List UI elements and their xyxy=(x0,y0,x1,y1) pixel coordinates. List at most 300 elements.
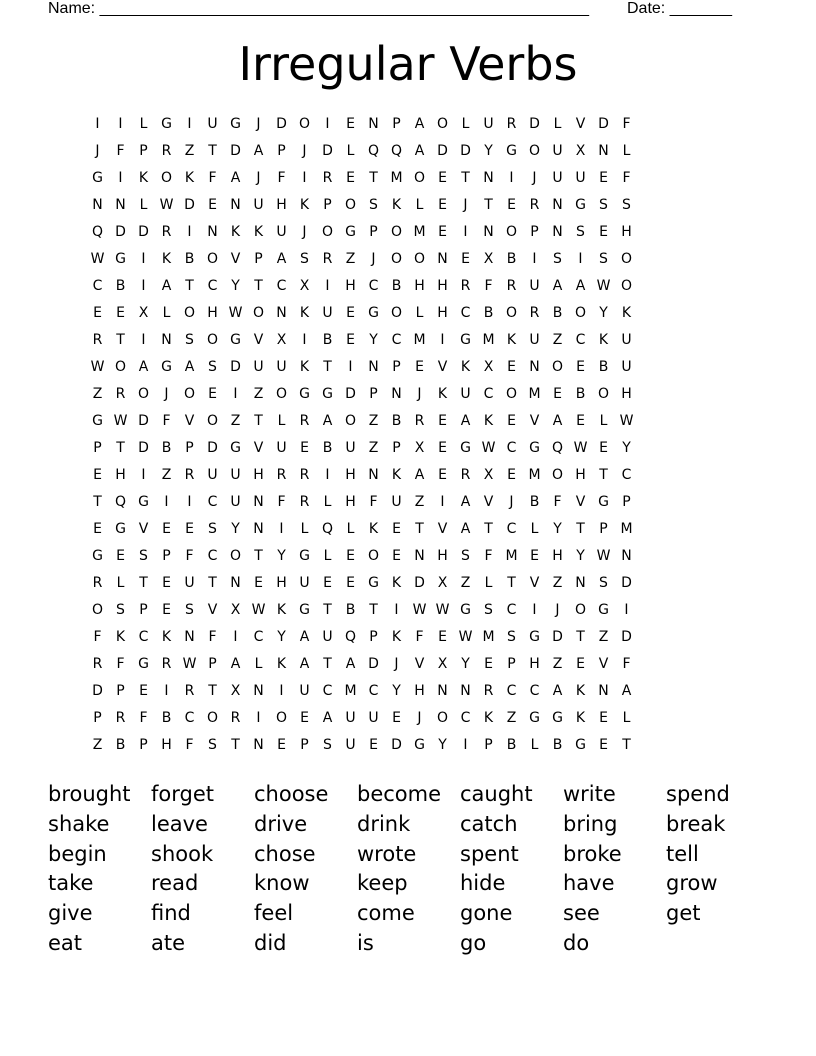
grid-letter[interactable]: B xyxy=(391,413,402,429)
grid-letter[interactable]: T xyxy=(323,602,332,618)
grid-letter[interactable]: G xyxy=(368,575,379,591)
grid-letter[interactable]: E xyxy=(438,440,447,456)
grid-letter[interactable]: N xyxy=(391,386,402,402)
grid-letter[interactable]: D xyxy=(368,656,379,672)
grid-letter[interactable]: W xyxy=(251,602,266,618)
grid-letter[interactable]: P xyxy=(139,602,148,618)
grid-letter[interactable]: E xyxy=(599,737,608,753)
grid-letter[interactable]: S xyxy=(300,251,309,267)
grid-letter[interactable]: A xyxy=(161,278,172,294)
grid-letter[interactable]: R xyxy=(322,251,333,267)
grid-letter[interactable]: R xyxy=(460,467,471,483)
grid-letter[interactable]: K xyxy=(161,629,172,645)
grid-letter[interactable]: R xyxy=(115,710,126,726)
grid-letter[interactable]: I xyxy=(302,170,307,186)
grid-letter[interactable]: O xyxy=(114,359,127,375)
grid-letter[interactable]: Y xyxy=(231,278,240,294)
grid-letter[interactable]: T xyxy=(323,656,332,672)
grid-letter[interactable]: K xyxy=(621,305,632,321)
grid-letter[interactable]: A xyxy=(184,359,195,375)
grid-letter[interactable]: I xyxy=(141,278,146,294)
grid-letter[interactable]: I xyxy=(141,467,146,483)
grid-letter[interactable]: A xyxy=(552,278,563,294)
grid-letter[interactable]: I xyxy=(233,629,238,645)
grid-letter[interactable]: N xyxy=(575,575,586,591)
grid-letter[interactable]: O xyxy=(620,251,633,267)
grid-letter[interactable]: U xyxy=(322,305,333,321)
grid-letter[interactable]: H xyxy=(345,278,356,294)
grid-letter[interactable]: E xyxy=(116,548,125,564)
grid-letter[interactable]: V xyxy=(437,521,448,537)
grid-letter[interactable]: O xyxy=(137,386,150,402)
grid-letter[interactable]: U xyxy=(276,440,287,456)
grid-letter[interactable]: B xyxy=(391,278,402,294)
grid-letter[interactable]: T xyxy=(599,467,608,483)
grid-letter[interactable]: N xyxy=(207,224,218,240)
grid-letter[interactable]: C xyxy=(138,629,149,645)
grid-letter[interactable]: R xyxy=(506,278,517,294)
grid-letter[interactable]: I xyxy=(164,683,169,699)
grid-letter[interactable]: C xyxy=(184,710,195,726)
grid-letter[interactable]: Z xyxy=(92,386,103,402)
grid-letter[interactable]: B xyxy=(161,440,172,456)
grid-letter[interactable]: O xyxy=(206,710,219,726)
grid-letter[interactable]: M xyxy=(482,332,495,348)
grid-letter[interactable]: H xyxy=(437,305,448,321)
grid-letter[interactable]: I xyxy=(463,224,468,240)
grid-letter[interactable]: J xyxy=(302,224,307,240)
grid-letter[interactable]: Q xyxy=(390,143,403,159)
grid-letter[interactable]: E xyxy=(346,332,355,348)
grid-letter[interactable]: K xyxy=(368,521,379,537)
grid-letter[interactable]: P xyxy=(392,116,401,132)
grid-letter[interactable]: L xyxy=(300,521,309,537)
grid-letter[interactable]: I xyxy=(164,494,169,510)
grid-letter[interactable]: E xyxy=(277,737,286,753)
grid-letter[interactable]: B xyxy=(506,737,517,753)
grid-letter[interactable]: K xyxy=(115,629,126,645)
grid-letter[interactable]: M xyxy=(620,521,633,537)
grid-letter[interactable]: Z xyxy=(460,575,471,591)
grid-letter[interactable]: T xyxy=(254,413,263,429)
grid-letter[interactable]: P xyxy=(254,251,263,267)
grid-letter[interactable]: E xyxy=(254,575,263,591)
grid-letter[interactable]: C xyxy=(621,467,632,483)
grid-letter[interactable]: K xyxy=(506,332,517,348)
grid-letter[interactable]: N xyxy=(368,467,379,483)
grid-letter[interactable]: H xyxy=(276,575,287,591)
grid-letter[interactable]: V xyxy=(575,494,586,510)
grid-letter[interactable]: Z xyxy=(552,332,563,348)
grid-letter[interactable]: G xyxy=(161,116,172,132)
grid-letter[interactable]: R xyxy=(161,143,172,159)
grid-letter[interactable]: U xyxy=(460,386,471,402)
grid-letter[interactable]: N xyxy=(253,494,264,510)
grid-letter[interactable]: L xyxy=(530,737,539,753)
grid-letter[interactable]: E xyxy=(346,116,355,132)
grid-letter[interactable]: G xyxy=(414,737,425,753)
grid-letter[interactable]: V xyxy=(253,332,264,348)
grid-letter[interactable]: H xyxy=(552,548,563,564)
grid-letter[interactable]: I xyxy=(256,710,261,726)
grid-letter[interactable]: X xyxy=(483,251,494,267)
grid-letter[interactable]: G xyxy=(299,602,310,618)
grid-letter[interactable]: G xyxy=(230,116,241,132)
grid-letter[interactable]: Q xyxy=(344,629,357,645)
grid-letter[interactable]: C xyxy=(483,386,494,402)
grid-letter[interactable]: G xyxy=(345,224,356,240)
grid-letter[interactable]: I xyxy=(509,170,514,186)
grid-letter[interactable]: O xyxy=(367,548,380,564)
grid-letter[interactable]: B xyxy=(529,494,540,510)
grid-letter[interactable]: C xyxy=(575,332,586,348)
grid-letter[interactable]: V xyxy=(253,440,264,456)
grid-letter[interactable]: O xyxy=(413,251,426,267)
grid-letter[interactable]: P xyxy=(162,548,171,564)
grid-letter[interactable]: D xyxy=(322,143,333,159)
grid-letter[interactable]: E xyxy=(438,224,447,240)
grid-letter[interactable]: C xyxy=(207,278,218,294)
grid-letter[interactable]: E xyxy=(507,467,516,483)
grid-letter[interactable]: Q xyxy=(91,224,104,240)
grid-letter[interactable]: T xyxy=(461,170,470,186)
grid-letter[interactable]: O xyxy=(436,116,449,132)
grid-letter[interactable]: N xyxy=(598,683,609,699)
grid-letter[interactable]: Z xyxy=(368,440,379,456)
grid-letter[interactable]: N xyxy=(437,683,448,699)
grid-letter[interactable]: J xyxy=(509,494,514,510)
grid-letter[interactable]: N xyxy=(437,251,448,267)
grid-letter[interactable]: C xyxy=(322,683,333,699)
grid-letter[interactable]: B xyxy=(483,305,494,321)
grid-letter[interactable]: X xyxy=(483,359,494,375)
grid-letter[interactable]: U xyxy=(368,710,379,726)
grid-letter[interactable]: V xyxy=(207,602,218,618)
grid-letter[interactable]: R xyxy=(161,224,172,240)
grid-letter[interactable]: D xyxy=(529,116,540,132)
grid-letter[interactable]: H xyxy=(115,467,126,483)
grid-letter[interactable]: C xyxy=(276,278,287,294)
grid-letter[interactable]: L xyxy=(484,575,493,591)
grid-letter[interactable]: T xyxy=(208,143,217,159)
grid-letter[interactable]: U xyxy=(184,575,195,591)
grid-letter[interactable]: G xyxy=(92,413,103,429)
grid-letter[interactable]: O xyxy=(505,224,518,240)
grid-letter[interactable]: G xyxy=(529,629,540,645)
grid-letter[interactable]: F xyxy=(622,116,631,132)
grid-letter[interactable]: N xyxy=(184,629,195,645)
grid-letter[interactable]: A xyxy=(575,278,586,294)
grid-letter[interactable]: A xyxy=(299,656,310,672)
grid-letter[interactable]: K xyxy=(299,359,310,375)
grid-letter[interactable]: P xyxy=(530,224,539,240)
grid-letter[interactable]: O xyxy=(390,224,403,240)
grid-letter[interactable]: D xyxy=(207,440,218,456)
grid-letter[interactable]: D xyxy=(230,143,241,159)
grid-letter[interactable]: Z xyxy=(506,710,517,726)
grid-letter[interactable]: T xyxy=(208,683,217,699)
grid-letter[interactable]: S xyxy=(599,197,608,213)
grid-letter[interactable]: Z xyxy=(184,143,195,159)
grid-letter[interactable]: N xyxy=(598,143,609,159)
grid-letter[interactable]: M xyxy=(413,224,426,240)
grid-letter[interactable]: F xyxy=(208,629,217,645)
grid-letter[interactable]: E xyxy=(208,197,217,213)
grid-letter[interactable]: N xyxy=(230,197,241,213)
grid-letter[interactable]: G xyxy=(230,332,241,348)
grid-letter[interactable]: I xyxy=(279,683,284,699)
grid-letter[interactable]: S xyxy=(139,548,148,564)
grid-letter[interactable]: B xyxy=(322,332,333,348)
grid-letter[interactable]: F xyxy=(116,143,125,159)
grid-letter[interactable]: E xyxy=(392,710,401,726)
grid-letter[interactable]: K xyxy=(460,359,471,375)
grid-letter[interactable]: D xyxy=(92,683,103,699)
grid-letter[interactable]: E xyxy=(392,548,401,564)
grid-letter[interactable]: S xyxy=(208,737,217,753)
grid-letter[interactable]: R xyxy=(322,170,333,186)
grid-letter[interactable]: G xyxy=(460,440,471,456)
grid-letter[interactable]: O xyxy=(321,224,334,240)
grid-letter[interactable]: W xyxy=(596,278,611,294)
grid-letter[interactable]: R xyxy=(276,467,287,483)
grid-letter[interactable]: I xyxy=(187,494,192,510)
grid-letter[interactable]: W xyxy=(458,629,473,645)
grid-letter[interactable]: K xyxy=(276,656,287,672)
grid-letter[interactable]: F xyxy=(277,170,286,186)
grid-letter[interactable]: S xyxy=(185,332,194,348)
grid-letter[interactable]: A xyxy=(414,116,425,132)
grid-letter[interactable]: H xyxy=(345,467,356,483)
grid-letter[interactable]: O xyxy=(183,386,196,402)
grid-letter[interactable]: P xyxy=(93,710,102,726)
grid-letter[interactable]: H xyxy=(437,548,448,564)
grid-letter[interactable]: U xyxy=(276,359,287,375)
grid-letter[interactable]: K xyxy=(391,629,402,645)
grid-letter[interactable]: M xyxy=(344,683,357,699)
grid-letter[interactable]: B xyxy=(598,359,609,375)
grid-letter[interactable]: R xyxy=(184,467,195,483)
grid-letter[interactable]: U xyxy=(529,278,540,294)
grid-letter[interactable]: U xyxy=(552,143,563,159)
grid-letter[interactable]: W xyxy=(182,656,197,672)
grid-letter[interactable]: Z xyxy=(368,413,379,429)
grid-letter[interactable]: N xyxy=(414,548,425,564)
grid-letter[interactable]: U xyxy=(253,197,264,213)
grid-letter[interactable]: X xyxy=(230,683,241,699)
grid-letter[interactable]: C xyxy=(506,440,517,456)
grid-letter[interactable]: R xyxy=(529,197,540,213)
grid-letter[interactable]: C xyxy=(460,305,471,321)
grid-letter[interactable]: O xyxy=(275,386,288,402)
grid-letter[interactable]: Y xyxy=(369,332,378,348)
grid-letter[interactable]: D xyxy=(460,143,471,159)
grid-letter[interactable]: Q xyxy=(114,494,127,510)
grid-letter[interactable]: T xyxy=(507,575,516,591)
grid-letter[interactable]: O xyxy=(436,710,449,726)
grid-letter[interactable]: R xyxy=(460,278,471,294)
grid-letter[interactable]: V xyxy=(184,413,195,429)
grid-letter[interactable]: I xyxy=(325,467,330,483)
grid-letter[interactable]: T xyxy=(116,332,125,348)
grid-letter[interactable]: E xyxy=(507,413,516,429)
grid-letter[interactable]: R xyxy=(506,116,517,132)
grid-letter[interactable]: I xyxy=(532,602,537,618)
grid-letter[interactable]: C xyxy=(506,602,517,618)
grid-letter[interactable]: X xyxy=(230,602,241,618)
grid-letter[interactable]: E xyxy=(438,197,447,213)
grid-letter[interactable]: E xyxy=(576,413,585,429)
grid-letter[interactable]: P xyxy=(507,656,516,672)
grid-letter[interactable]: Y xyxy=(392,683,401,699)
grid-letter[interactable]: B xyxy=(552,305,563,321)
grid-letter[interactable]: O xyxy=(91,602,104,618)
grid-letter[interactable]: F xyxy=(185,548,194,564)
grid-letter[interactable]: J xyxy=(417,386,422,402)
grid-letter[interactable]: U xyxy=(230,467,241,483)
grid-letter[interactable]: E xyxy=(300,710,309,726)
grid-letter[interactable]: F xyxy=(93,629,102,645)
grid-letter[interactable]: S xyxy=(208,521,217,537)
grid-letter[interactable]: A xyxy=(230,170,241,186)
grid-letter[interactable]: Z xyxy=(230,413,241,429)
grid-letter[interactable]: G xyxy=(92,170,103,186)
grid-letter[interactable]: B xyxy=(184,251,195,267)
grid-letter[interactable]: M xyxy=(390,170,403,186)
grid-letter[interactable]: B xyxy=(161,710,172,726)
grid-letter[interactable]: O xyxy=(160,170,173,186)
grid-letter[interactable]: W xyxy=(90,251,105,267)
grid-letter[interactable]: E xyxy=(438,170,447,186)
grid-letter[interactable]: A xyxy=(460,494,471,510)
grid-letter[interactable]: U xyxy=(552,170,563,186)
grid-letter[interactable]: O xyxy=(551,467,564,483)
grid-letter[interactable]: E xyxy=(507,197,516,213)
grid-letter[interactable]: S xyxy=(507,629,516,645)
grid-letter[interactable]: U xyxy=(299,683,310,699)
grid-letter[interactable]: Y xyxy=(484,143,493,159)
grid-letter[interactable]: V xyxy=(414,656,425,672)
grid-letter[interactable]: H xyxy=(345,494,356,510)
grid-letter[interactable]: G xyxy=(138,656,149,672)
grid-letter[interactable]: G xyxy=(138,494,149,510)
grid-letter[interactable]: N xyxy=(552,224,563,240)
grid-letter[interactable]: P xyxy=(139,143,148,159)
grid-letter[interactable]: I xyxy=(187,224,192,240)
grid-letter[interactable]: D xyxy=(138,224,149,240)
grid-letter[interactable]: E xyxy=(438,629,447,645)
grid-letter[interactable]: A xyxy=(322,710,333,726)
grid-letter[interactable]: R xyxy=(92,656,103,672)
grid-letter[interactable]: K xyxy=(437,386,448,402)
grid-letter[interactable]: U xyxy=(253,359,264,375)
grid-letter[interactable]: M xyxy=(413,332,426,348)
grid-letter[interactable]: K xyxy=(483,710,494,726)
grid-letter[interactable]: H xyxy=(529,656,540,672)
grid-letter[interactable]: N xyxy=(621,548,632,564)
grid-letter[interactable]: E xyxy=(507,359,516,375)
grid-letter[interactable]: R xyxy=(414,413,425,429)
grid-letter[interactable]: W xyxy=(159,197,174,213)
grid-letter[interactable]: T xyxy=(254,278,263,294)
grid-letter[interactable]: B xyxy=(552,737,563,753)
grid-letter[interactable]: N xyxy=(529,359,540,375)
grid-letter[interactable]: I xyxy=(118,170,123,186)
grid-letter[interactable]: L xyxy=(622,710,631,726)
grid-letter[interactable]: T xyxy=(208,575,217,591)
grid-letter[interactable]: E xyxy=(185,521,194,537)
grid-letter[interactable]: C xyxy=(529,683,540,699)
grid-letter[interactable]: D xyxy=(414,575,425,591)
grid-letter[interactable]: H xyxy=(207,305,218,321)
grid-letter[interactable]: P xyxy=(116,683,125,699)
grid-letter[interactable]: C xyxy=(391,332,402,348)
grid-letter[interactable]: S xyxy=(461,548,470,564)
grid-letter[interactable]: L xyxy=(415,197,424,213)
grid-letter[interactable]: E xyxy=(208,386,217,402)
grid-letter[interactable]: D xyxy=(276,116,287,132)
grid-letter[interactable]: N xyxy=(253,683,264,699)
grid-letter[interactable]: D xyxy=(598,116,609,132)
grid-letter[interactable]: L xyxy=(116,575,125,591)
grid-letter[interactable]: A xyxy=(276,251,287,267)
grid-letter[interactable]: F xyxy=(415,629,424,645)
grid-letter[interactable]: O xyxy=(183,305,196,321)
grid-letter[interactable]: I xyxy=(325,278,330,294)
grid-letter[interactable]: O xyxy=(252,305,265,321)
grid-letter[interactable]: S xyxy=(599,575,608,591)
grid-letter[interactable]: I xyxy=(463,737,468,753)
grid-letter[interactable]: K xyxy=(161,251,172,267)
grid-letter[interactable]: L xyxy=(415,305,424,321)
grid-letter[interactable]: F xyxy=(116,656,125,672)
grid-letter[interactable]: G xyxy=(230,440,241,456)
grid-letter[interactable]: T xyxy=(139,575,148,591)
grid-letter[interactable]: O xyxy=(390,305,403,321)
grid-letter[interactable]: J xyxy=(256,116,261,132)
grid-letter[interactable]: E xyxy=(461,251,470,267)
grid-letter[interactable]: W xyxy=(412,602,427,618)
grid-letter[interactable]: G xyxy=(529,440,540,456)
grid-letter[interactable]: I xyxy=(578,251,583,267)
grid-letter[interactable]: C xyxy=(506,683,517,699)
grid-letter[interactable]: S xyxy=(208,359,217,375)
grid-letter[interactable]: F xyxy=(553,494,562,510)
grid-letter[interactable]: U xyxy=(621,332,632,348)
grid-letter[interactable]: T xyxy=(484,521,493,537)
grid-letter[interactable]: L xyxy=(622,143,631,159)
grid-letter[interactable]: O xyxy=(413,170,426,186)
grid-letter[interactable]: R xyxy=(92,332,103,348)
grid-letter[interactable]: O xyxy=(344,413,357,429)
grid-letter[interactable]: D xyxy=(552,629,563,645)
grid-letter[interactable]: T xyxy=(576,521,585,537)
grid-letter[interactable]: W xyxy=(435,602,450,618)
grid-letter[interactable]: S xyxy=(323,737,332,753)
grid-letter[interactable]: N xyxy=(230,575,241,591)
grid-letter[interactable]: K xyxy=(598,332,609,348)
grid-letter[interactable]: J xyxy=(256,170,261,186)
grid-letter[interactable]: Z xyxy=(552,656,563,672)
grid-letter[interactable]: H xyxy=(414,683,425,699)
grid-letter[interactable]: I xyxy=(302,332,307,348)
grid-letter[interactable]: W xyxy=(596,548,611,564)
grid-letter[interactable]: U xyxy=(345,440,356,456)
grid-letter[interactable]: F xyxy=(139,710,148,726)
grid-letter[interactable]: E xyxy=(162,521,171,537)
grid-letter[interactable]: S xyxy=(116,602,125,618)
grid-letter[interactable]: K xyxy=(391,197,402,213)
